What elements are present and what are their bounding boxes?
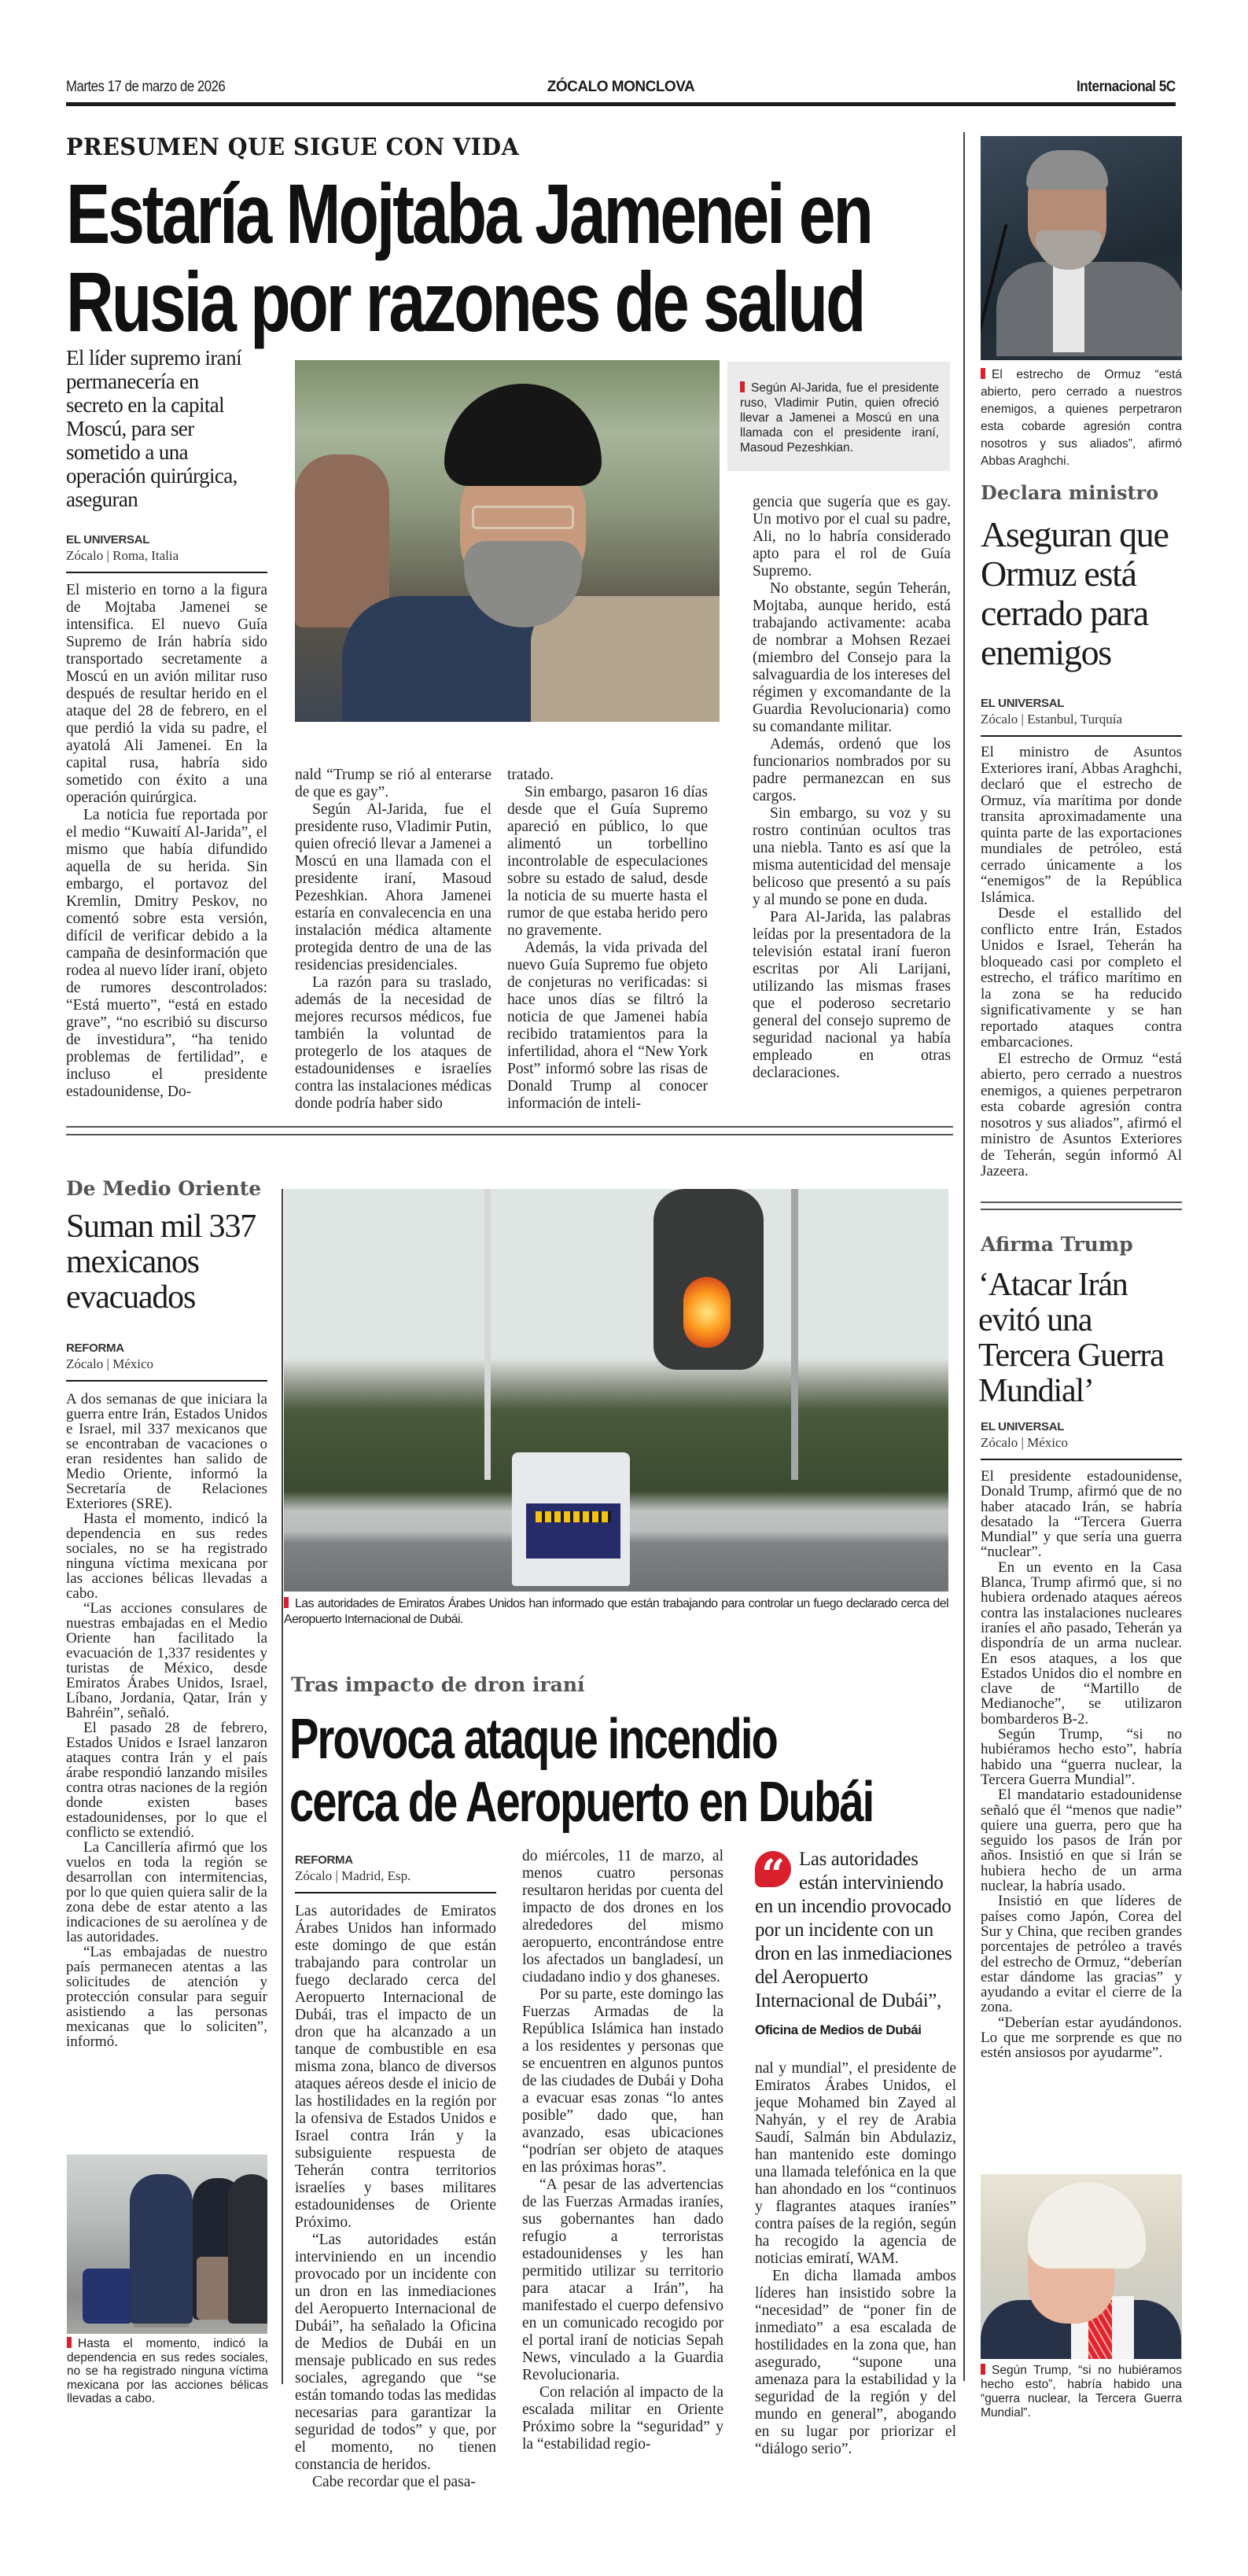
trump-photo xyxy=(981,2174,1182,2359)
paragraph: tratado. xyxy=(507,767,554,783)
byline-place: Zócalo | Estanbul, Turquía xyxy=(981,712,1123,727)
caption-marker xyxy=(67,2337,72,2348)
paragraph: Según Trump, “si no hubiéramos hecho esto”, habría habido una “guerra nuclear, la Tercera Guerra Mundial”. xyxy=(981,1726,1182,1788)
evacuees-photo-caption xyxy=(67,2337,268,2406)
main-headline xyxy=(66,166,974,349)
byline-place: Zócalo | México xyxy=(66,1356,154,1371)
photo-figure xyxy=(83,2269,134,2324)
dubai-pullquote-source: Oficina de Medios de Dubái xyxy=(755,2022,922,2037)
ormuz-photo-caption xyxy=(981,366,1182,470)
ormuz-byline xyxy=(981,697,1182,737)
photo-figure xyxy=(1028,2182,1146,2269)
caption-marker xyxy=(284,1597,289,1608)
paragraph: La Cancillería afirmó que los vuelos en toda la región se desarrollan con intermitencias, por lo que quien quiera salir de la zona debe de estar atento a las indicaciones de su aerolínea y de las autoridades. xyxy=(66,1839,267,1945)
photo-figure xyxy=(472,506,574,529)
dubai-right-column xyxy=(755,1848,956,2458)
paragraph: Desde el estallido del conflicto entre Irán, Estados Unidos e Israel, Teherán ha bloqueado casi por completo el estrecho, el tráfico marítimo en la zona se ha reducido significativamente y se han reportado ataques contra embarcaciones. xyxy=(981,905,1182,1051)
ormuz-photo-caption-text: El estrecho de Ormuz “está abierto, pero cerrado a nuestros enemigos, a quienes perpetraron esta cobarde agresión contra nosotros y sus aliados”, afirmó Abbas Araghchi. xyxy=(981,368,1182,468)
column-divider xyxy=(282,1189,283,2384)
evacuees-photo xyxy=(67,2155,267,2334)
ormuz-headline: Aseguran que Ormuz está cerrado para enemigos xyxy=(981,514,1169,672)
photo-figure xyxy=(1053,266,1084,352)
ormuz-body xyxy=(981,745,1182,1180)
dubai-headline-line1: Provoca ataque incendio xyxy=(289,1708,777,1771)
photo-figure xyxy=(130,2174,193,2324)
newspaper-name: ZÓCALO MONCLOVA xyxy=(547,79,695,95)
dubai-fire-photo xyxy=(284,1189,948,1592)
paragraph: En un evento en la Casa Blanca, Trump afirmó que, si no hubiera ordenado ataques aéreos contra las instalaciones nucleares iraníes el año pasado, Teherán ya dispondría de un arma nuclear. En esos ataques, a los que Estados Unidos dio el nombre en clave de “Martillo de Medianoche”, se utilizaron bombarderos B-2. xyxy=(981,1558,1182,1728)
pullquote-text: Las autoridades están interviniendo en un incendio provocado por un incidente con un dron en las inmediaciones del Aeropuerto Internacional de Dubái”, xyxy=(755,1849,952,2011)
mexicanos-headline: Suman mil 337 mexicanos evacuados xyxy=(66,1209,256,1316)
main-col2 xyxy=(295,767,491,1113)
paragraph: Las autoridades de Emiratos Árabes Unidos han informado este domingo de que están trabajando para controlar un fuego declarado cerca del Aeropuerto Internacional de Dubái, tras el impacto de un dron que ha alcanzado a un tanque de combustible en esa misma zona, blanco de diversos ataques aéreos desde el inicio de las hostilidades en la región por la ofensiva de Estados Unidos e Israel contra Irán y la subsiguiente respuesta de Teherán contra territorios israelíes y bases militares estadounidenses de Oriente Próximo. xyxy=(295,1903,496,2231)
photo-figure xyxy=(536,1511,611,1522)
ormuz-kicker: Declara ministro xyxy=(981,481,1159,504)
photo-figure xyxy=(1026,150,1108,190)
main-kicker xyxy=(66,134,519,161)
dubai-col3 xyxy=(755,2060,956,2458)
paragraph: No obstante, según Teherán, Mojtaba, aunque herido, está trabajando activamente: acaba de nombrar a Mohsen Rezaei (miembro del Consejo para la salvaguardia de los intereses del régimen y excomandante de la Guardia Revolucionaria) como su comandante militar. xyxy=(753,580,951,735)
main-deck xyxy=(66,346,251,511)
paragraph: nal y mundial”, el presidente de Emiratos Árabes Unidos, el jeque Mohamed bin Zayed al Nahyán, y el rey de Arabia Saudí, Salmán bin Abdulaziz, han mantenido este domingo una llamada telefónica en la que han ahondado en los “continuos y flagrantes ataques iraníes” contra países de la región, según ha recogido la agencia de noticias emiratí, WAM. xyxy=(755,2060,956,2267)
mexicanos-body xyxy=(66,1392,267,2049)
dubai-pullquote xyxy=(755,1848,956,2013)
paragraph: A dos semanas de que iniciara la guerra entre Irán, Estados Unidos e Israel, mil 337 mexicanos que se encontraban de vacaciones o eran residentes han salido de Medio Oriente, informó la Secretaría de Relaciones Exteriores (SRE). xyxy=(66,1391,267,1512)
section-divider xyxy=(981,1202,1182,1203)
trump-photo-caption-text: Según Trump, “si no hubiéramos hecho esto”, habría habido una “guerra nuclear, la Tercera Guerra Mundial”. xyxy=(981,2364,1182,2420)
dubai-photo-caption-text: Las autoridades de Emiratos Árabes Unidos han informado que están trabajando para controlar un fuego declarado cerca del Aeropuerto Internacional de Dubái. xyxy=(284,1597,948,1626)
main-byline xyxy=(66,533,267,573)
byline-agency: EL UNIVERSAL xyxy=(66,533,150,546)
byline-agency: REFORMA xyxy=(66,1341,124,1355)
sidebar-divider xyxy=(963,132,965,2381)
paragraph: Además, ordenó que los funcionarios nombrados por su padre permanezcan en sus cargos. xyxy=(753,736,951,804)
dubai-headline-line2: cerca de Aeropuerto en Dubái xyxy=(289,1771,874,1834)
paragraph: Sin embargo, pasaron 16 días desde que el Guía Supremo apareció en público, lo que alimentó un torbellino incontrolable de especulaciones sobre su estado de salud, desde la noticia de su muerte hasta el rumor de que estaba herido pero no gravemente. xyxy=(507,784,708,939)
byline-rule xyxy=(66,1380,267,1382)
main-col3 xyxy=(507,767,708,1113)
trump-body xyxy=(981,1469,1182,2061)
paragraph: El estrecho de Ormuz “está abierto, pero cerrado a nuestros enemigos, a quienes perpetraron esta cobarde agresión contra nosotros y sus aliados”, afirmó el ministro de Asuntos Exteriores de Teherán, según informó Al Jazeera. xyxy=(981,1050,1182,1179)
mexicanos-kicker: De Medio Oriente xyxy=(66,1177,262,1200)
byline-rule xyxy=(295,1892,496,1893)
dubai-headline xyxy=(289,1708,964,1834)
paragraph: “A pesar de las advertencias de las Fuerzas Armadas iraníes, sus gobernantes han dado refugio a terroristas estadounidenses y les han permitido utilizar su territorio para atacar a Irán”, ha manifestado el cuerpo defensivo en un comunicado recogido por el portal iraní de noticias Sepah News, vinculado a la Guardia Revolucionaria. xyxy=(522,2177,723,2383)
paragraph: El presidente estadounidense, Donald Trump, afirmó que de no haber atacado Irán, se habría desatado la “Tercera Guerra Mundial” y que sería una guerra “nuclear”. xyxy=(981,1468,1182,1561)
byline-agency: EL UNIVERSAL xyxy=(981,1420,1065,1433)
photo-figure xyxy=(295,454,389,627)
photo-figure xyxy=(683,1277,731,1348)
paragraph: El mandatario estadounidense señaló que él “menos que nadie” quiere una guerra, pero que ha seguido los pasos de Irán por años. Insistió en que si Irán se hubiera hecho de un arma nuclear, la habría usado. xyxy=(981,1787,1182,1895)
byline-place: Zócalo | Madrid, Esp. xyxy=(295,1868,411,1883)
byline-place: Zócalo | México xyxy=(981,1435,1069,1450)
paragraph: “Deberían estar ayudándonos. Lo que me sorprende es que no estén ansiosos por ayudarme”. xyxy=(981,2014,1182,2062)
paragraph: Con relación al impacto de la escalada militar en Oriente Próximo sobre la “seguridad” y la “estabilidad regio- xyxy=(522,2384,723,2453)
byline-agency: REFORMA xyxy=(295,1853,353,1867)
trump-photo-caption xyxy=(981,2364,1182,2420)
dubai-col2 xyxy=(522,1848,723,2453)
paragraph: gencia que sugería que es gay. Un motivo por el cual su padre, Ali, no lo habría considerado apto para el rol de Guía Supremo. xyxy=(753,494,951,580)
paragraph: Cabe recordar que el pasa- xyxy=(312,2474,476,2490)
dubai-kicker: Tras impacto de dron iraní xyxy=(291,1673,585,1696)
paragraph: Por su parte, este domingo las Fuerzas Armadas de la República Islámica han instado a los residentes y personas que se encuentren en algunos puntos de las ciudades de Dubái y Doha a evacuar esas zonas “lo antes posible” dado que, han avanzado, esas ubicaciones “podrían ser objeto de ataques en las próximas horas”. xyxy=(522,1986,723,2176)
byline-rule xyxy=(981,1459,1182,1460)
quote-icon: “ xyxy=(755,1851,791,1887)
photo-figure xyxy=(996,262,1182,356)
paragraph: Para Al-Jarida, las palabras leídas por la presentadora de la televisión estatal iraní fueron escritas por Ali Larijani, utilizando las mismas frases que el poderoso secretario general del consejo supremo de seguridad nacional ya había empleado en otras declaraciones. xyxy=(753,909,951,1081)
caption-marker xyxy=(981,368,985,379)
photo-figure xyxy=(484,1189,491,1480)
main-headline-line2: Rusia por razones de salud xyxy=(66,254,864,349)
main-kicker-text: PRESUMEN QUE SIGUE CON VIDA xyxy=(66,134,520,161)
paragraph: “Las embajadas de nuestro país permanecen atentas a las solicitudes de atención y protección consular para seguir asistiendo a las personas mexicanas que lo soliciten”, informó. xyxy=(66,1944,267,2050)
mojtaba-photo xyxy=(295,360,720,722)
paragraph: “Las acciones consulares de nuestras embajadas en el Medio Oriente han facilitado la evacuación de 1,337 residentes y turistas de México, desde Emiratos Árabes Unidos, Israel, Líbano, Jordania, Qatar, Irán y Bahréin”, señaló. xyxy=(66,1600,267,1721)
trump-byline xyxy=(981,1420,1182,1460)
main-photo-caption xyxy=(727,362,950,471)
araghchi-photo xyxy=(981,136,1182,360)
paragraph: nald “Trump se rió al enterarse de que es gay”. xyxy=(295,767,491,800)
main-deck-text: El líder supremo iraní permanecería en secreto en la capital Moscú, para ser sometido a una operación quirúrgica, aseguran xyxy=(66,346,241,511)
main-headline-line1: Estaría Mojtaba Jamenei en xyxy=(66,166,871,261)
paragraph: do miércoles, 11 de marzo, al menos cuatro personas resultaron heridas por cuenta del impacto de dos drones en los alrededores del mismo aeropuerto, encontrándose entre los afectados un bangladesí, un ciudadano indio y dos ghaneses. xyxy=(522,1848,723,1985)
paragraph: El misterio en torno a la figura de Mojtaba Jamenei se intensifica. El nuevo Guía Supremo de Irán habría sido transportado secretamente a Moscú en un avión militar ruso después de resultar herido en el ataque del 28 de febrero, en el que perdió la vida su padre, el ayatolá Ali Jamenei. En la capital rusa, habría sido sometido con éxito a una operación quirúrgica. xyxy=(66,582,267,806)
byline-rule xyxy=(66,572,267,573)
paragraph: Insistió en que líderes de países como Japón, Corea del Sur y China, que reciben grandes porcentajes de petróleo a través del estrecho de Ormuz, “deberían estar dándome las gracias” y ayudando a evitar el cierre de la zona. xyxy=(981,1893,1182,2016)
paragraph: Además, la vida privada del nuevo Guía Supremo fue objeto de conjeturas no verificadas: si hace unos días se filtró la noticia de que Jamenei había recibido tratamientos para la infertilidad, ahora el “New York Post” informó sobre las risas de Donald Trump al conocer información de inteli- xyxy=(507,940,708,1112)
header-rule xyxy=(66,102,1176,106)
paragraph: El pasado 28 de febrero, Estados Unidos e Israel lanzaron ataques contra Irán y el país árabe respondió lanzando misiles contra otras naciones de la región donde existen bases estadounidenses, por lo que el conflicto se extendió. xyxy=(66,1720,267,1841)
main-col1 xyxy=(66,582,267,1101)
page-header xyxy=(66,75,1176,99)
paragraph: Según Al-Jarida, fue el presidente ruso, Vladimir Putin, quien ofreció llevar a Jamenei a Moscú en una llamada con el presidente iraní, Masoud Pezeshkian. Ahora Jamenei estaría en convalecencia en una instalación médica altamente protegida dentro de una de las residencias presidenciales. xyxy=(295,801,491,973)
dubai-photo-caption xyxy=(284,1596,948,1628)
section-divider xyxy=(66,1134,953,1135)
trump-headline: ‘Atacar Irán evitó una Tercera Guerra Mundial’ xyxy=(978,1267,1164,1409)
paragraph: “Las autoridades están interviniendo en un incendio provocado por un incidente con un dron en las inmediaciones del Aeropuerto Internacional de Dubái”, ha señalado la Oficina de Medios de Dubái en un mensaje publicado en sus redes sociales, agregando que “se están tomando todas las medidas necesarias para garantizar la seguridad de todos” y que, por el momento, no tienen constancia de heridos. xyxy=(295,2232,496,2473)
issue-date: Martes 17 de marzo de 2026 xyxy=(66,79,226,95)
section-divider xyxy=(66,1126,953,1128)
dubai-col1 xyxy=(295,1903,496,2491)
photo-figure xyxy=(444,384,602,486)
paragraph: En dicha llamada ambos líderes han insistido sobre la “necesidad” de “poner fin de inmediato” a esa escalada de hostilidades en la zona que, han asegurado, “supone una amenaza para la estabilidad y la seguridad de la región y del mundo en general”, abogando en su lugar por priorizar el “diálogo serio”. xyxy=(755,2268,956,2457)
paragraph: La noticia fue reportada por el medio “Kuwaití Al-Jarida”, el mismo que había difundido aquella de su herida. Sin embargo, el portavoz del Kremlin, Dmitry Peskov, no comentó sobre esta versión, difícil de verificar debido a la campaña de desinformación que rodea al nuevo líder iraní, objeto de rumores descontrolados: “Está muerto”, “está en estado grave”, “no escribió su discurso de investidura”, “ha tenido problemas de fertilidad”, e incluso el presidente estadounidense, Do- xyxy=(66,807,267,1100)
trump-kicker: Afirma Trump xyxy=(981,1233,1133,1256)
paragraph: La razón para su traslado, además de la necesidad de mejores recursos médicos, fue también la voluntad de protegerlo de los ataques de estadounidenses e israelíes contra las instalaciones médicas donde podría haber sido xyxy=(295,974,491,1112)
paragraph: El ministro de Asuntos Exteriores iraní, Abbas Araghchi, declaró que el estrecho de Ormuz, vía marítima por donde transita aproximadamente una quinta parte de las exportaciones mundiales de petróleo, está cerrado únicamente a los “enemigos” de la República Islámica. xyxy=(981,744,1182,906)
main-photo-caption-text: Según Al-Jarida, fue el presidente ruso, Vladimir Putin, quien ofreció llevar a Jamenei a Moscú en una llamada con el presidente iraní, Masoud Pezeshkian. xyxy=(740,381,939,454)
mexicanos-byline xyxy=(66,1341,267,1382)
dubai-byline xyxy=(295,1853,496,1893)
section-page: Internacional 5C xyxy=(1077,79,1176,95)
paragraph: Hasta el momento, indicó la dependencia en sus redes sociales, no se ha registrado ninguna víctima mexicana por las acciones bélicas llevadas a cabo. xyxy=(66,1511,267,1602)
photo-figure xyxy=(791,1189,798,1480)
paragraph: Sin embargo, su voz y su rostro continúan ocultos tras una niebla. Tanto es así que la misma autenticidad del mensaje belicoso que presentó a su país y al mundo se pone en duda. xyxy=(753,805,951,908)
byline-rule xyxy=(981,735,1182,737)
evacuees-photo-caption-text: Hasta el momento, indicó la dependencia en sus redes sociales, no se ha registrado ninguna víctima mexicana por las acciones bélicas llevadas a cabo. xyxy=(67,2337,268,2405)
section-divider xyxy=(981,1209,1182,1210)
byline-place: Zócalo | Roma, Italia xyxy=(66,548,179,563)
byline-agency: EL UNIVERSAL xyxy=(981,697,1065,710)
caption-marker xyxy=(981,2364,985,2375)
photo-figure xyxy=(228,2174,267,2324)
main-col4 xyxy=(753,494,951,1082)
caption-marker xyxy=(740,381,745,392)
